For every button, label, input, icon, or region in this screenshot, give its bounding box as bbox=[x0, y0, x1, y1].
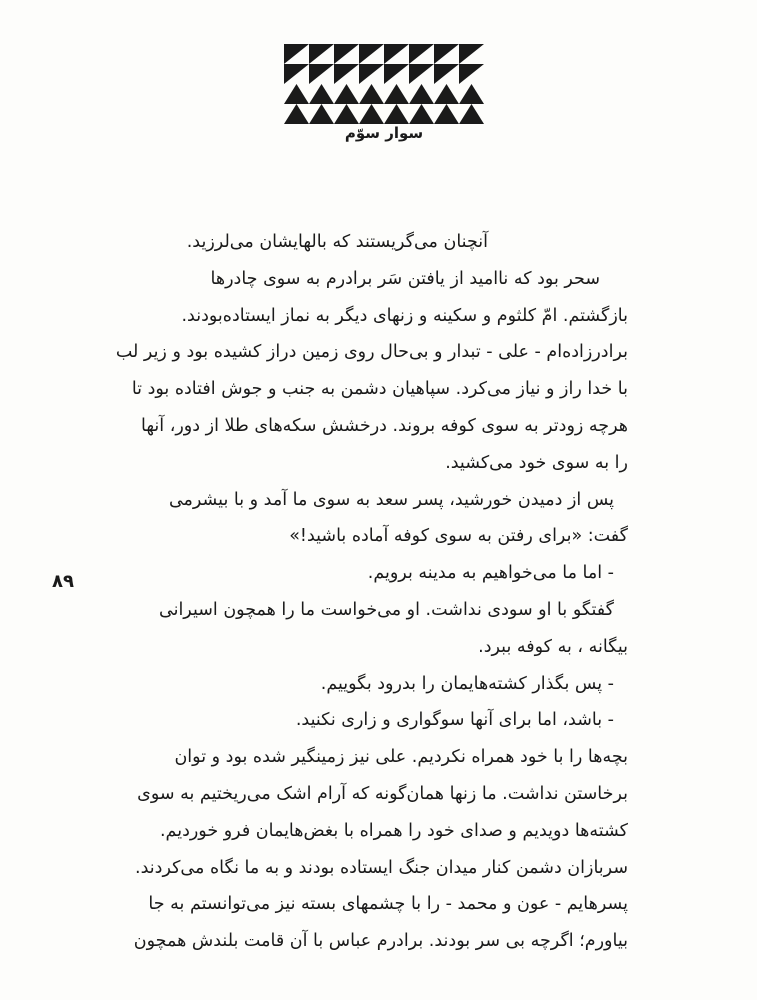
text-line: - باشد، اما برای آنها سوگواری و زاری نکنید. bbox=[295, 710, 614, 731]
text-line: گفت: «برای رفتن به سوی کوفه آماده باشید!» bbox=[289, 526, 628, 547]
text-line: کشته‌ها دویدیم و صدای خود را همراه با بغض‌هایمان فرو خوردیم. bbox=[159, 820, 628, 841]
triangle-ornament-icon bbox=[284, 44, 484, 124]
text-line: بازگشتم. امّ کلثوم و سکینه و زنهای دیگر به نماز ایستاده‌بودند. bbox=[181, 305, 628, 326]
text-line: بیگانه ، به کوفه ببرد. bbox=[478, 636, 628, 657]
text-line: آنچنان می‌گریستند که بالهایشان می‌لرزید. bbox=[186, 232, 488, 252]
text-line: بیاورم؛ اگرچه بی سر بودند. برادرم عباس با آن قامت بلندش همچون bbox=[133, 931, 628, 952]
body-text bbox=[115, 224, 628, 960]
text-line: برخاستن نداشت. ما زنها همان‌گونه که آرام اشک می‌ریختیم به سوی bbox=[137, 783, 628, 804]
page-number: ۸۹ bbox=[52, 571, 74, 592]
text-line: گفتگو با او سودی نداشت. او می‌خواست ما را همچون اسیرانی bbox=[158, 599, 614, 620]
text-line: سحر بود که ناامید از یافتن سَر برادرم به سوی چادرها bbox=[210, 268, 600, 289]
text-line: - پس بگذار کشته‌هایمان را بدرود بگوییم. bbox=[320, 673, 614, 694]
text-line: سربازان دشمن کنار میدان جنگ ایستاده بودند و به ما نگاه می‌کردند. bbox=[135, 857, 628, 878]
text-line: برادرزاده‌ام - علی - تبدار و بی‌حال روی زمین دراز کشیده بود و زیر لب bbox=[115, 342, 628, 363]
text-line: پس از دمیدن خورشید، پسر سعد به سوی ما آمد و با بیشرمی bbox=[168, 489, 614, 510]
text-line: را به سوی خود می‌کشید. bbox=[445, 452, 628, 473]
text-line: پسرهایم - عون و محمد - را با چشمهای بسته نیز می‌توانستم به جا bbox=[148, 894, 628, 915]
text-line: - اما ما می‌خواهیم به مدینه برویم. bbox=[367, 563, 614, 584]
text-line: با خدا راز و نیاز می‌کرد. سپاهیان دشمن به جنب و جوش افتاده بود تا bbox=[131, 379, 628, 400]
text-line: هرچه زودتر به سوی کوفه بروند. درخشش سکه‌های طلا از دور، آنها bbox=[141, 415, 628, 436]
triangle-pattern bbox=[284, 44, 484, 124]
text-line: بچه‌ها را با خود همراه نکردیم. علی نیز زمینگیر شده بود و توان bbox=[174, 747, 628, 768]
chapter-title: سوار سوّم bbox=[344, 124, 424, 142]
